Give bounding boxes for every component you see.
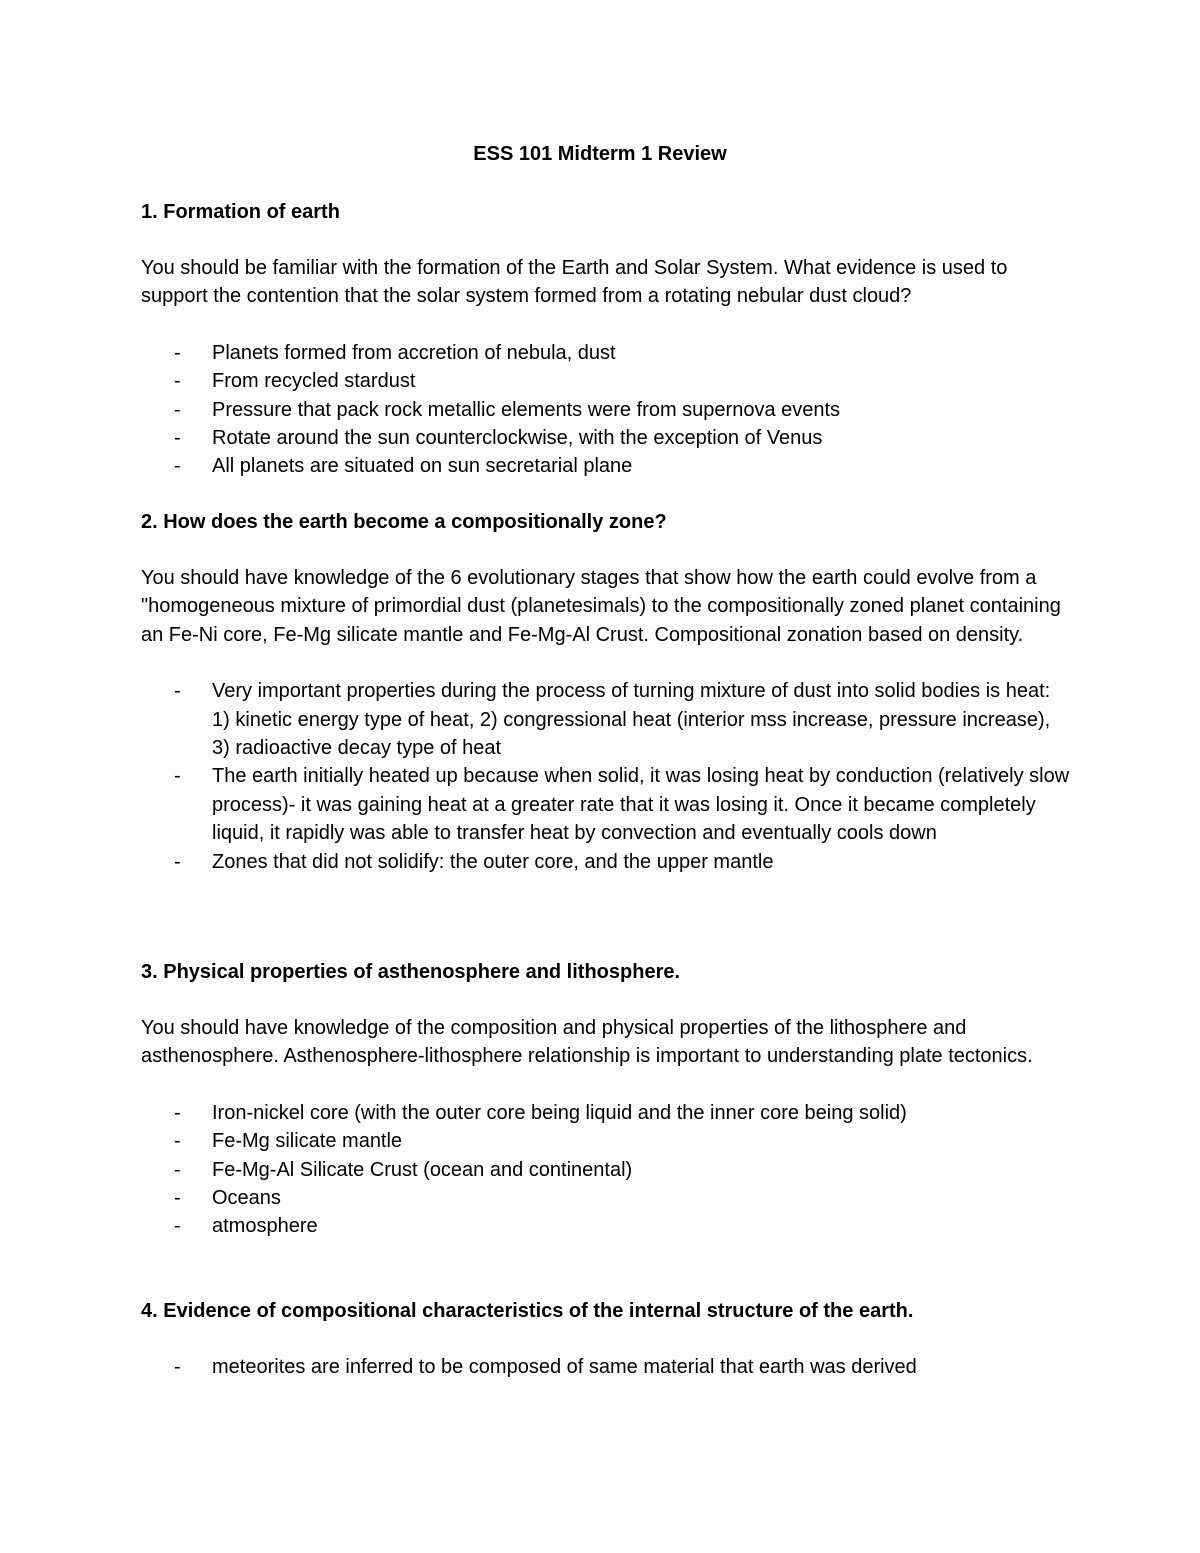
dash-bullet: - — [174, 1101, 181, 1124]
list-item-text: meteorites are inferred to be composed of same material that earth was derived — [212, 1356, 917, 1378]
list-item-text: Fe-Mg-Al Silicate Crust (ocean and continental) — [212, 1158, 633, 1181]
list-item — [141, 762, 1071, 847]
list-item — [141, 1127, 1071, 1155]
bullet-list — [141, 339, 1071, 481]
list-item — [141, 1212, 1071, 1240]
list-item-text: Fe-Mg silicate mantle — [212, 1130, 403, 1153]
dash-bullet: - — [174, 1356, 181, 1378]
list-item-text: Oceans — [212, 1187, 281, 1210]
list-item-text: atmosphere — [212, 1215, 318, 1238]
list-item-text: Iron-nickel core (with the outer core being liquid and the inner core being solid) — [212, 1101, 907, 1124]
dash-bullet: - — [174, 1158, 181, 1181]
list-item-text: Planets formed from accretion of nebula, dust — [212, 341, 616, 364]
section-internal-structure-evidence — [141, 1298, 1071, 1381]
section-heading: 2. How does the earth become a compositionally zone? — [141, 511, 667, 533]
dash-bullet: - — [174, 1187, 181, 1210]
section-formation-of-earth — [141, 199, 1071, 481]
section-heading: 3. Physical properties of asthenosphere and lithosphere. — [141, 961, 681, 983]
list-item-text: Pressure that pack rock metallic elements were from supernova events — [212, 398, 841, 421]
dash-bullet: - — [174, 680, 181, 703]
list-item — [141, 1184, 1071, 1212]
bullet-list — [141, 1353, 1071, 1381]
section-compositional-zoning — [141, 509, 1071, 876]
section-heading: 4. Evidence of compositional characteristics of the internal structure of the earth. — [141, 1300, 914, 1322]
dash-bullet: - — [174, 1215, 181, 1238]
dash-bullet: - — [174, 427, 181, 450]
list-item-text: Zones that did not solidify: the outer core, and the upper mantle — [212, 850, 774, 873]
list-item — [141, 1156, 1071, 1184]
dash-bullet: - — [174, 850, 181, 873]
list-item — [141, 1353, 1071, 1381]
section-paragraph: You should have knowledge of the 6 evolutionary stages that show how the earth could evolve from a "homogeneous mixture of primordial dust (planetesimals) to the compositionally zoned planet containing an Fe-Ni core, Fe-Mg silicate mantle and Fe-Mg-Al Crust. Compositional zonation based on density. — [141, 567, 1061, 646]
bullet-list — [141, 1099, 1071, 1241]
list-item — [141, 677, 1071, 762]
dash-bullet: - — [174, 370, 181, 393]
dash-bullet: - — [174, 398, 181, 421]
document-title: ESS 101 Midterm 1 Review — [473, 143, 727, 165]
section-paragraph: You should have knowledge of the composition and physical properties of the lithosphere and asthenosphere. Asthenosphere-lithosphere relationship is important to understanding plate tectonics. — [141, 1017, 1033, 1068]
list-item — [141, 396, 1071, 424]
section-heading: 1. Formation of earth — [141, 201, 340, 223]
list-item — [141, 1099, 1071, 1127]
list-item-text: Very important properties during the process of turning mixture of dust into solid bodies is heat: 1) kinetic energy type of heat, 2) congressional heat (interior mss increase, pressure increase), 3) radioactive decay type of heat — [212, 680, 1051, 760]
section-paragraph: You should be familiar with the formation of the Earth and Solar System. What evidence is used to support the contention that the solar system formed from a rotating nebular dust cloud? — [141, 257, 1008, 308]
list-item-text: Rotate around the sun counterclockwise, with the exception of Venus — [212, 427, 823, 450]
list-item-text: The earth initially heated up because when solid, it was losing heat by conduction (relatively slow process)- it was gaining heat at a greater rate that it was losing it. Once it became completely liquid, it rapidly was able to transfer heat by convection and eventually cools down — [212, 765, 1070, 845]
list-item — [141, 424, 1071, 452]
list-item — [141, 367, 1071, 395]
dash-bullet: - — [174, 1130, 181, 1153]
list-item — [141, 339, 1071, 367]
list-item — [141, 848, 1071, 876]
section-asthenosphere-lithosphere — [141, 959, 1071, 1241]
list-item-text: All planets are situated on sun secretarial plane — [212, 455, 633, 478]
list-item — [141, 452, 1071, 480]
dash-bullet: - — [174, 455, 181, 478]
bullet-list — [141, 677, 1071, 876]
list-item-text: From recycled stardust — [212, 370, 416, 393]
dash-bullet: - — [174, 341, 181, 364]
dash-bullet: - — [174, 765, 181, 788]
